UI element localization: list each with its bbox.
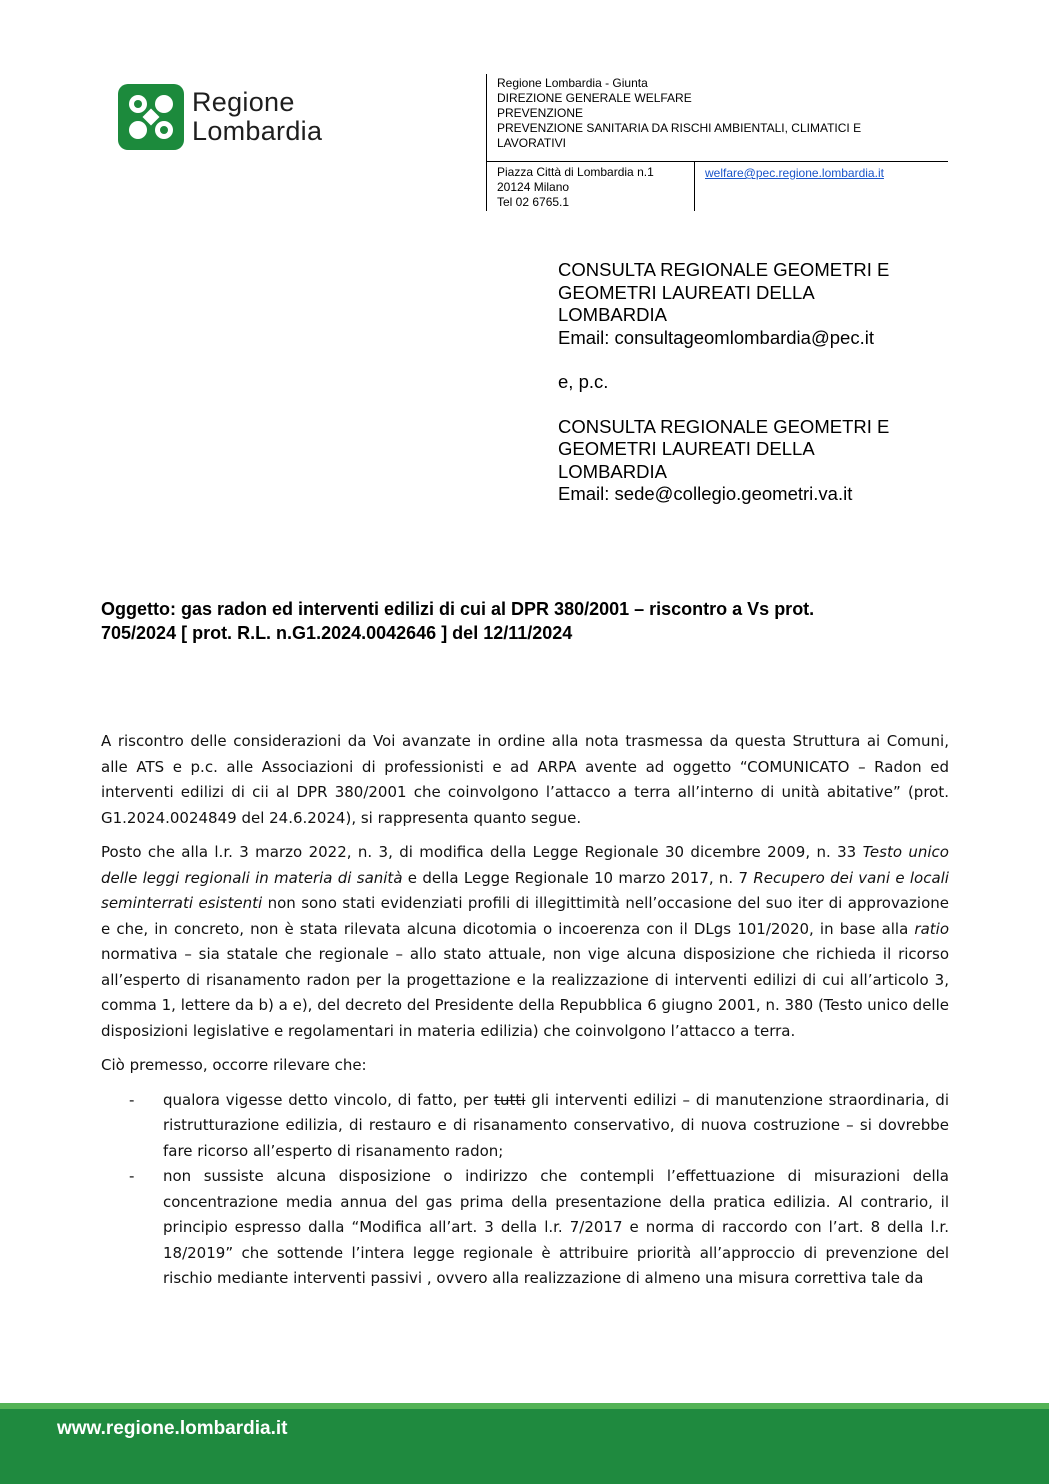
regione-lombardia-logo bbox=[118, 84, 348, 154]
recipient-1-line: CONSULTA REGIONALE GEOMETRI E bbox=[558, 259, 890, 280]
office-line: Regione Lombardia - Giunta bbox=[497, 76, 648, 90]
header-divider-horizontal bbox=[486, 161, 948, 162]
cc-label: e, p.c. bbox=[558, 371, 609, 392]
recipient-2-email: Email: sede@collegio.geometri.va.it bbox=[558, 483, 853, 504]
header-divider-vertical-2 bbox=[694, 161, 695, 211]
body-paragraph-1: A riscontro delle considerazioni da Voi avanzate in ordine alla nota trasmessa da questa Struttura ai Comuni, alle ATS e p.c. alle Associazioni di professionisti e ad ARPA avente ad oggetto “COMUNICATO – Radon ed interventi edilizi di cii al DPR 380/2001 che coinvolgono l’attacco a terra all’interno di unità abitative” (prot. G1.2024.0024849 del 24.6.2024), si rappresenta quanto segue. bbox=[101, 732, 949, 827]
struck-word: tutti bbox=[494, 1090, 526, 1109]
considerations-list bbox=[101, 1088, 949, 1292]
recipient-2-line: CONSULTA REGIONALE GEOMETRI E bbox=[558, 415, 890, 437]
logo-line-2: Lombardia bbox=[192, 116, 323, 146]
recipient-2-line: GEOMETRI LAUREATI DELLA bbox=[558, 438, 815, 459]
recipients-block bbox=[558, 259, 958, 506]
recipient-1-line: GEOMETRI LAUREATI DELLA bbox=[558, 281, 815, 303]
subject-line-1: Oggetto: gas radon ed interventi edilizi di cui al DPR 380/2001 – riscontro a Vs prot. bbox=[101, 599, 815, 619]
footer-band bbox=[0, 1403, 1049, 1484]
footer-accent-stripe bbox=[0, 1403, 1049, 1409]
office-line: PREVENZIONE SANITARIA DA RISCHI AMBIENTALI, CLIMATICI E bbox=[497, 121, 862, 135]
letter-body bbox=[101, 729, 949, 1292]
list-item: - non sussiste alcuna disposizione o indirizzo che contempli l’effettuazione di misurazioni della concentrazione media annua del gas prima della presentazione della pratica edilizia. Al contrario, il principio espresso dalla “Modifica all’art. 3 della l.r. 7/2017 e norma di raccordo con l’art. 8 della l.r. 18/2019” che sottende l’intera legge regionale è attribuire priorità all’approccio di prevenzione del rischio mediante interventi passivi , ovvero alla realizzazione di almeno una misura correttiva tale da bbox=[129, 1167, 949, 1287]
header-divider-vertical bbox=[486, 74, 487, 211]
logo-wordmark bbox=[192, 88, 322, 146]
office-line: LAVORATIVI bbox=[497, 136, 566, 150]
address-line: Piazza Città di Lombardia n.1 bbox=[497, 165, 654, 179]
list-item: - qualora vigesse detto vincolo, di fatto, per tutti gli interventi edilizi – di manutenzione straordinaria, di ristrutturazione edilizia, di restauro e di risanamento conservativo, di nuova costruzione – si dovrebbe fare ricorso all’esperto di risanamento radon; bbox=[129, 1090, 949, 1160]
office-line: PREVENZIONE bbox=[497, 106, 584, 120]
recipient-1-line: LOMBARDIA bbox=[558, 304, 667, 325]
body-paragraph-2: Posto che alla l.r. 3 marzo 2022, n. 3, di modifica della Legge Regionale 30 dicembre 2009, n. 33 Testo unico delle leggi regionali in materia di sanità e della Legge Regionale 10 marzo 2017, n. 7 Recupero dei vani e locali seminterrati esistenti non sono stati evidenziati profili di illegittimità nell’occasione del suo iter di approvazione e che, in concreto, non è stata rilevata alcuna dicotomia o incoerenza con il DLgs 101/2020, in base alla ratio normativa – sia statale che regionale – allo stato attuale, non vige alcuna disposizione che richieda il ricorso all’esperto di risanamento radon per la progettazione e la realizzazione di interventi edilizi di cui all’articolo 3, comma 1, lettere da b) a e), del decreto del Presidente della Repubblica 6 giugno 2001, n. 380 (Testo unico delle disposizioni legislative e regolamentari in materia edilizia) che coinvolgono l’attacco a terra. bbox=[101, 843, 949, 1040]
office-block bbox=[497, 76, 937, 151]
office-email-link[interactable]: welfare@pec.regione.lombardia.it bbox=[705, 166, 884, 180]
recipient-1-email: Email: consultageomlombardia@pec.it bbox=[558, 326, 874, 348]
subject-line-2: 705/2024 [ prot. R.L. n.G1.2024.0042646 ] del 12/11/2024 bbox=[101, 623, 573, 643]
logo-line-1: Regione bbox=[192, 87, 295, 117]
address-line: Tel 02 6765.1 bbox=[497, 195, 570, 209]
recipient-2-line: LOMBARDIA bbox=[558, 460, 667, 482]
address-line: 20124 Milano bbox=[497, 180, 570, 194]
body-paragraph-3: Ciò premesso, occorre rilevare che: bbox=[101, 1056, 367, 1074]
footer-website[interactable]: www.regione.lombardia.it bbox=[57, 1418, 288, 1439]
letter-subject bbox=[101, 597, 961, 645]
logo-emblem-icon bbox=[118, 84, 184, 150]
office-line: DIREZIONE GENERALE WELFARE bbox=[497, 91, 692, 105]
office-address bbox=[497, 165, 654, 210]
